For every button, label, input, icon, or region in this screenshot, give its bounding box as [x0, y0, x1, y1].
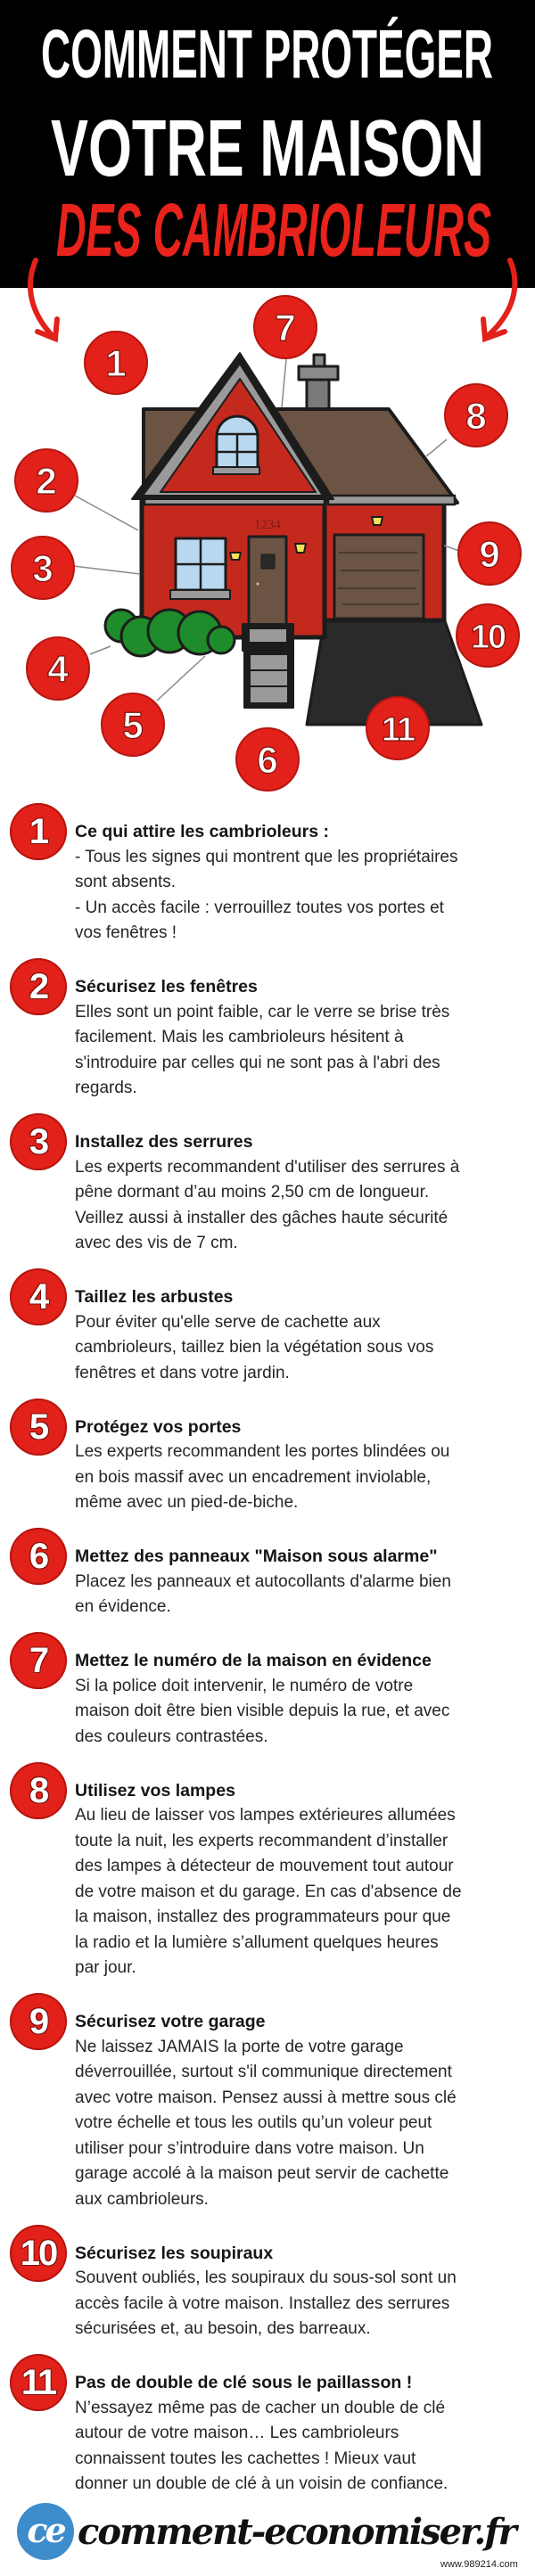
tip-text-line: Pour éviter qu'elle serve de cachette aux: [75, 1312, 381, 1332]
tip-text-line: Veillez aussi à installer des gâches haute sécurité: [75, 1208, 449, 1227]
marker-8: [445, 384, 507, 447]
tip-text-line: s'introduire par celles qui ne sont pas à l'abri des: [75, 1053, 440, 1072]
bushes: [105, 610, 235, 656]
tip-item: [0, 1537, 535, 1620]
logo-text: comment-economiser.fr: [78, 2510, 515, 2553]
svg-text:9: 9: [479, 533, 500, 575]
marker-3: [12, 537, 74, 599]
tip-text-line: connaissent toutes les cachettes ! Mieux vaut: [75, 2449, 416, 2468]
tip-text-line: vos fenêtres !: [75, 923, 177, 942]
tip-text-line: regards.: [75, 1079, 137, 1097]
tip-item: [0, 2233, 535, 2342]
tip-text-line: déverrouillée, surtout s'il communique directement: [75, 2063, 452, 2081]
tip-text-line: sont absents.: [75, 873, 177, 891]
tip-text-line: Les experts recommandent d'utiliser des serrures à: [75, 1157, 460, 1177]
svg-text:7: 7: [275, 307, 296, 349]
tip-item: [0, 1277, 535, 1386]
tip-text-line: des couleurs contrastées.: [75, 1727, 268, 1746]
watermark: www.989214.com: [440, 2559, 518, 2570]
tip-number-badge: 8: [10, 1762, 67, 1819]
tip-text-line: en bois massif avec un encadrement inviolable,: [75, 1467, 432, 1487]
tip-text-line: toute la nuit, les experts recommandent d’installer: [75, 1831, 449, 1850]
title-line-3: DES CAMBRIOLEURS: [56, 188, 491, 272]
tip-text-line: N’essayez même pas de cacher un double de clé: [75, 2398, 446, 2417]
tip-text-line: avec votre maison. Pensez aussi à mettre sous clé: [75, 2088, 457, 2107]
marker-4: [27, 637, 89, 700]
tip-text-line: Au lieu de laisser vos lampes extérieures allumées: [75, 1806, 456, 1825]
tip-text-line: Si la police doit intervenir, le numéro de votre: [75, 1676, 414, 1695]
marker-6: [236, 728, 299, 791]
tip-title: Sécurisez les soupiraux: [75, 2243, 274, 2263]
marker-11: [366, 697, 429, 759]
tip-title: Pas de double de clé sous le paillasson !: [75, 2373, 413, 2392]
tip-text-line: autour de votre maison… Les cambrioleurs: [75, 2424, 399, 2442]
tip-text-line: cambrioleurs, taillez bien la végétation sous vos: [75, 1338, 434, 1357]
house-illustration: [105, 353, 482, 725]
marker-1: [85, 332, 147, 394]
logo-mark: ce: [17, 2503, 74, 2560]
tip-item: [0, 967, 535, 1102]
tip-text-line: de votre maison et du garage. En cas d'absence de: [75, 1882, 462, 1901]
front-door: [249, 537, 286, 626]
tip-item: [0, 1770, 535, 1981]
house-number: 1234: [254, 518, 281, 532]
tip-text-line: sécurisées et, au besoin, des barreaux.: [75, 2319, 371, 2338]
tip-title: Sécurisez les fenêtres: [75, 977, 258, 997]
tip-title: Sécurisez votre garage: [75, 2012, 266, 2031]
marker-9: [458, 522, 521, 585]
svg-text:5: 5: [122, 704, 144, 746]
svg-text:3: 3: [32, 547, 54, 589]
tip-text-line: par jour.: [75, 1958, 136, 1977]
tip-item: [0, 1407, 535, 1516]
tip-item: [0, 2363, 535, 2498]
tip-title: Mettez le numéro de la maison en évidence: [75, 1651, 432, 1670]
svg-text:6: 6: [257, 739, 278, 781]
tip-text-line: maison doit être bien visible depuis la rue, et avec: [75, 1702, 450, 1720]
tip-text-line: même avec un pied-de-biche.: [75, 1493, 299, 1512]
tip-text-line: Placez les panneaux et autocollants d'alarme bien: [75, 1571, 451, 1591]
tip-title: Utilisez vos lampes: [75, 1780, 235, 1801]
tip-text-line: - Tous les signes qui montrent que les propriétaires: [75, 847, 458, 866]
marker-7: [254, 296, 317, 358]
tip-text-line: la maison, installez des programmateurs pour que: [75, 1907, 451, 1926]
title-line-2: VOTRE MAISON: [51, 104, 484, 193]
title-line-1: COMMENT PROTÉGER: [41, 16, 493, 93]
tip-number-badge: 5: [10, 1399, 67, 1456]
tip-title: Installez des serrures: [75, 1132, 253, 1152]
tip-text-line: avec des vis de 7 cm.: [75, 1234, 238, 1252]
tip-item: [0, 1641, 535, 1750]
tip-text-line: Elles sont un point faible, car le verre se brise très: [75, 1002, 450, 1021]
tip-text-line: la radio et la lumière s’allument quelques heures: [75, 1932, 439, 1952]
tip-text-line: facilement. Mais les cambrioleurs hésitent à: [75, 1028, 404, 1046]
tip-text-line: Les experts recommandent les portes blindées ou: [75, 1442, 450, 1461]
tip-text-line: donner un double de clé à un voisin de confiance.: [75, 2474, 449, 2493]
tip-title: Mettez des panneaux "Maison sous alarme": [75, 1546, 438, 1566]
tip-number-badge: 7: [10, 1632, 67, 1689]
tip-title: Ce qui attire les cambrioleurs :: [75, 822, 330, 841]
tip-number-badge: 11: [10, 2354, 67, 2411]
svg-text:1: 1: [105, 342, 127, 384]
tip-text-line: des lampes à détecteur de mouvement tout autour: [75, 1857, 454, 1875]
tip-number-badge: 1: [10, 803, 67, 860]
tip-number-badge: 6: [10, 1528, 67, 1585]
tip-text-line: Ne laissez JAMAIS la porte de votre garage: [75, 2037, 404, 2056]
svg-text:4: 4: [47, 648, 69, 690]
tip-text-line: - Un accès facile : verrouillez toutes vos portes et: [75, 898, 444, 917]
tip-text-line: en évidence.: [75, 1597, 171, 1616]
tip-title: Protégez vos portes: [75, 1416, 242, 1437]
tip-number-badge: 2: [10, 958, 67, 1015]
tip-title: Taillez les arbustes: [75, 1287, 234, 1307]
tip-text-line: aux cambrioleurs.: [75, 2189, 209, 2209]
tip-item: [0, 2002, 535, 2212]
tip-item: [0, 1122, 535, 1257]
svg-text:11: 11: [381, 711, 415, 749]
site-logo: [17, 2502, 515, 2561]
tip-item: [0, 812, 535, 947]
tip-text-line: votre échelle et tous les outils qu’un voleur peut: [75, 2113, 432, 2132]
svg-text:8: 8: [465, 395, 487, 437]
tip-number-badge: 10: [10, 2225, 67, 2282]
tip-number-badge: 3: [10, 1113, 67, 1170]
marker-2: [15, 449, 78, 512]
tip-number-badge: 9: [10, 1993, 67, 2050]
svg-text:2: 2: [36, 460, 57, 502]
tip-text-line: Souvent oubliés, les soupiraux du sous-sol sont un: [75, 2268, 457, 2287]
tip-text-line: utiliser pour s’introduire dans votre maison. Un: [75, 2138, 424, 2158]
tip-number-badge: 4: [10, 1268, 67, 1325]
header-and-house-illustration: [0, 0, 535, 802]
tip-text-line: fenêtres et dans votre jardin.: [75, 1363, 290, 1382]
garage-door: [334, 535, 424, 619]
marker-10: [457, 604, 519, 667]
tip-text-line: accès facile à votre maison. Installez des serrures: [75, 2293, 450, 2313]
tips-list: [0, 812, 535, 2525]
svg-text:10: 10: [470, 619, 506, 656]
tip-text-line: pêne dormant d’au moins 2,50 cm de longueur.: [75, 1183, 430, 1202]
tip-text-line: garage accolé à la maison peut servir de cachette: [75, 2164, 449, 2183]
marker-5: [102, 693, 164, 756]
